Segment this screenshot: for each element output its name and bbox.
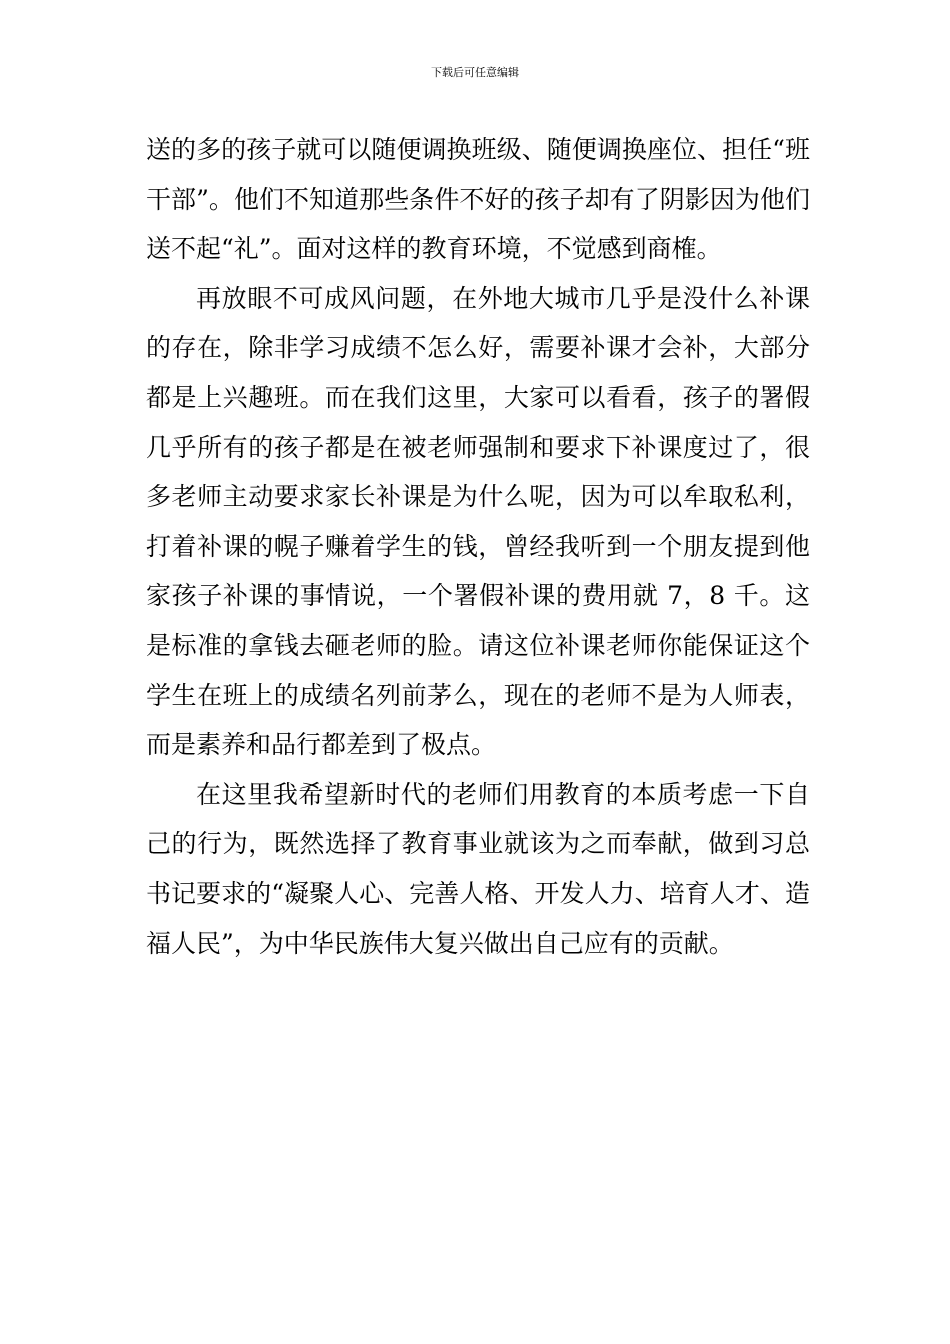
document-body bbox=[146, 125, 810, 968]
paragraph-conclusion: 在这里我希望新时代的老师们用教育的本质考虑一下自己的行为，既然选择了教育事业就该为之而奉献，做到习总书记要求的“凝聚人心、完善人格、开发人力、培育人才、造福人民”，为中华民族伟大复兴做出自己应有的贡献。 bbox=[146, 779, 810, 958]
page-header: 下载后可任意编辑 bbox=[431, 66, 519, 79]
paragraph-tutoring: 再放眼不可成风问题，在外地大城市几乎是没什么补课的存在，除非学习成绩不怎么好，需要补课才会补，大部分都是上兴趣班。而在我们这里，大家可以看看，孩子的署假几乎所有的孩子都是在被老师强制和要求下补课度过了，很多老师主动要求家长补课是为什么呢，因为可以牟取私利，打着补课的幌子赚着学生的钱，曾经我听到一个朋友提到他家孩子补课的事情说，一个署假补课的费用就 7，8 千。这是标准的拿钱去砸老师的脸。请这位补课老师你能保证这个学生在班上的成绩名列前茅么，现在的老师不是为人师表，而是素养和品行都差到了极点。 bbox=[146, 283, 810, 760]
paragraph-continuation: 送的多的孩子就可以随便调换班级、随便调换座位、担任“班干部”。他们不知道那些条件不好的孩子却有了阴影因为他们送不起“礼”。面对这样的教育环境，不觉感到商榷。 bbox=[146, 135, 810, 264]
